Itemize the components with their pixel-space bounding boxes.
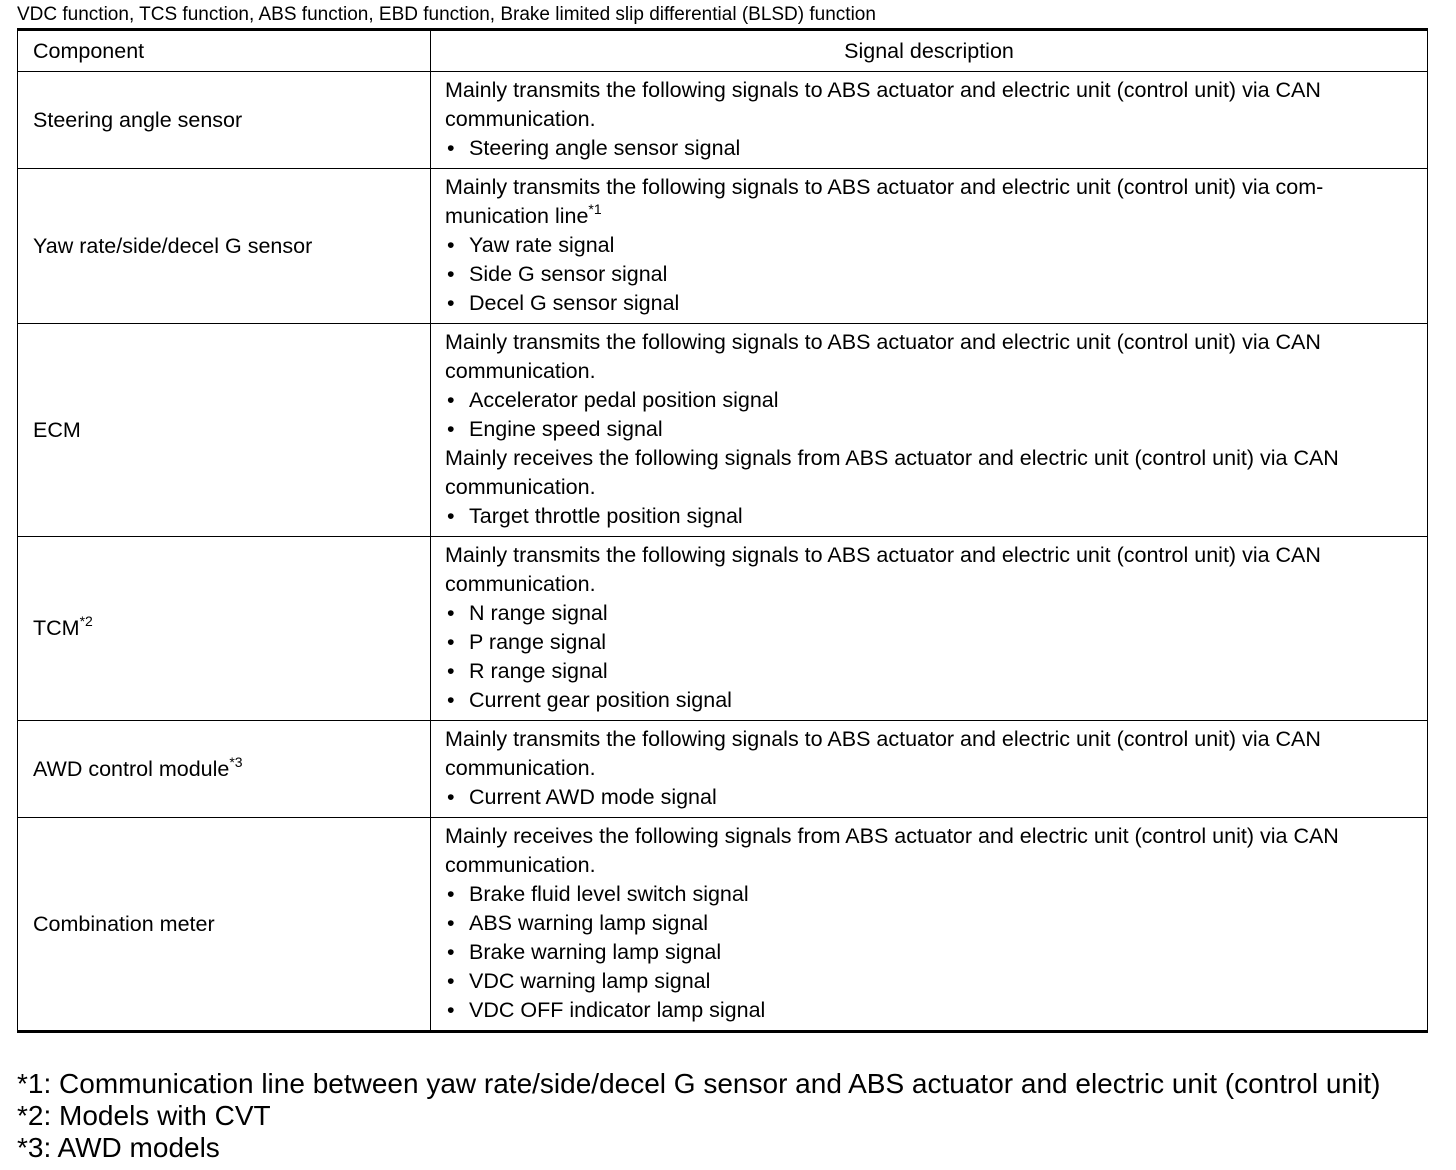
component-cell xyxy=(18,818,431,1032)
signal-list-item xyxy=(445,783,1417,812)
component-cell xyxy=(18,72,431,169)
footnotes xyxy=(17,1068,1380,1164)
signal-name: ABS warning lamp signal xyxy=(469,911,709,935)
signal-list-item xyxy=(445,996,1417,1025)
component-name: TCM xyxy=(33,616,80,640)
description-paragraph xyxy=(445,173,1417,231)
component-cell xyxy=(18,324,431,537)
bullet-icon: • xyxy=(447,659,455,683)
description-paragraph xyxy=(445,541,1417,599)
header-component: Component xyxy=(18,30,431,72)
bullet-icon: • xyxy=(447,940,455,964)
signal-list-item xyxy=(445,657,1417,686)
signal-description-cell xyxy=(431,721,1428,818)
signal-list-item xyxy=(445,260,1417,289)
footnote-2: *2: Models with CVT xyxy=(17,1100,271,1131)
bullet-icon: • xyxy=(447,998,455,1022)
signal-name: Decel G sensor signal xyxy=(469,291,680,315)
signal-list-item xyxy=(445,415,1417,444)
component-name: Combination meter xyxy=(33,911,215,936)
description-text: Mainly receives the following signals from ABS actuator and electric unit (control unit) via CAN communication. xyxy=(445,824,1339,877)
bullet-icon: • xyxy=(447,136,455,160)
bullet-icon: • xyxy=(447,504,455,528)
signal-list xyxy=(445,231,1417,318)
bullet-icon: • xyxy=(447,882,455,906)
signal-list xyxy=(445,783,1417,812)
signal-description-cell xyxy=(431,324,1428,537)
table-body xyxy=(18,72,1428,1032)
component-cell xyxy=(18,169,431,324)
signal-list-item xyxy=(445,502,1417,531)
signal-name: R range signal xyxy=(469,659,608,683)
signal-name: N range signal xyxy=(469,601,608,625)
bullet-icon: • xyxy=(447,688,455,712)
signal-description-cell xyxy=(431,818,1428,1032)
description-text: Mainly receives the following signals from ABS actuator and electric unit (control unit) via CAN communication. xyxy=(445,446,1339,499)
bullet-icon: • xyxy=(447,911,455,935)
signal-list-item xyxy=(445,909,1417,938)
description-paragraph xyxy=(445,328,1417,386)
signal-list xyxy=(445,134,1417,163)
signal-description-cell xyxy=(431,169,1428,324)
component-name: ECM xyxy=(33,417,81,442)
description-text: Mainly transmits the following signals to ABS actuator and electric unit (control unit) via com-munication line xyxy=(445,175,1324,228)
component-name: Yaw rate/side/decel G sensor xyxy=(33,233,313,258)
signal-name: Steering angle sensor signal xyxy=(469,136,741,160)
description-paragraph xyxy=(445,444,1417,502)
bullet-icon: • xyxy=(447,388,455,412)
table-header-row xyxy=(18,30,1428,72)
signal-name: VDC OFF indicator lamp signal xyxy=(469,998,766,1022)
table-row xyxy=(18,721,1428,818)
signal-list-item xyxy=(445,134,1417,163)
bullet-icon: • xyxy=(447,969,455,993)
table-row xyxy=(18,72,1428,169)
signal-name: Brake fluid level switch signal xyxy=(469,882,749,906)
table-row xyxy=(18,169,1428,324)
signal-list-item xyxy=(445,880,1417,909)
bullet-icon: • xyxy=(447,233,455,257)
component-cell xyxy=(18,721,431,818)
bullet-icon: • xyxy=(447,601,455,625)
footnote-1: *1: Communication line between yaw rate/side/decel G sensor and ABS actuator and electric unit (control unit) xyxy=(17,1068,1381,1099)
signal-list xyxy=(445,599,1417,715)
component-name: AWD control module xyxy=(33,756,230,781)
signal-list xyxy=(445,502,1417,531)
bullet-icon: • xyxy=(447,785,455,809)
signal-name: VDC warning lamp signal xyxy=(469,969,711,993)
description-text: Mainly transmits the following signals to ABS actuator and electric unit (control unit) via CAN communication. xyxy=(445,543,1321,596)
signal-name: Current AWD mode signal xyxy=(469,785,717,809)
signal-name: Target throttle position signal xyxy=(469,504,743,528)
description-paragraph xyxy=(445,76,1417,134)
footnote-ref: *3 xyxy=(229,753,243,770)
signal-list xyxy=(445,880,1417,1025)
signal-name: Yaw rate signal xyxy=(469,233,615,257)
description-text: Mainly transmits the following signals to ABS actuator and electric unit (control unit) via CAN communication. xyxy=(445,727,1321,780)
bullet-icon: • xyxy=(447,417,455,441)
signal-list-item xyxy=(445,599,1417,628)
signal-list xyxy=(445,386,1417,444)
component-name: Steering angle sensor xyxy=(33,107,243,132)
signal-list-item xyxy=(445,967,1417,996)
signal-list-item xyxy=(445,938,1417,967)
signal-name: Engine speed signal xyxy=(469,417,663,441)
table-caption: VDC function, TCS function, ABS function, EBD function, Brake limited slip differential (BLSD) function xyxy=(17,4,876,25)
signal-list-item xyxy=(445,628,1417,657)
footnote-ref: *1 xyxy=(588,201,602,217)
signal-list-item xyxy=(445,231,1417,260)
component-cell xyxy=(18,537,431,721)
footnote-3: *3: AWD models xyxy=(17,1132,220,1163)
component-signal-table xyxy=(17,28,1428,1033)
signal-description-cell xyxy=(431,72,1428,169)
description-paragraph xyxy=(445,822,1417,880)
signal-list-item xyxy=(445,686,1417,715)
bullet-icon: • xyxy=(447,291,455,315)
signal-name: Brake warning lamp signal xyxy=(469,940,722,964)
bullet-icon: • xyxy=(447,262,455,286)
table-row xyxy=(18,818,1428,1032)
signal-name: Current gear position signal xyxy=(469,688,732,712)
table-row xyxy=(18,537,1428,721)
description-paragraph xyxy=(445,725,1417,783)
header-signal-description: Signal description xyxy=(431,30,1428,72)
signal-list-item xyxy=(445,386,1417,415)
signal-name: Side G sensor signal xyxy=(469,262,668,286)
signal-name: Accelerator pedal position signal xyxy=(469,388,779,412)
description-text: Mainly transmits the following signals to ABS actuator and electric unit (control unit) via CAN communication. xyxy=(445,78,1321,131)
description-text: Mainly transmits the following signals to ABS actuator and electric unit (control unit) via CAN communication. xyxy=(445,330,1321,383)
signal-description-cell xyxy=(431,537,1428,721)
bullet-icon: • xyxy=(447,630,455,654)
footnote-ref: *2 xyxy=(79,613,93,629)
table-row xyxy=(18,324,1428,537)
signal-list-item xyxy=(445,289,1417,318)
signal-name: P range signal xyxy=(469,630,607,654)
